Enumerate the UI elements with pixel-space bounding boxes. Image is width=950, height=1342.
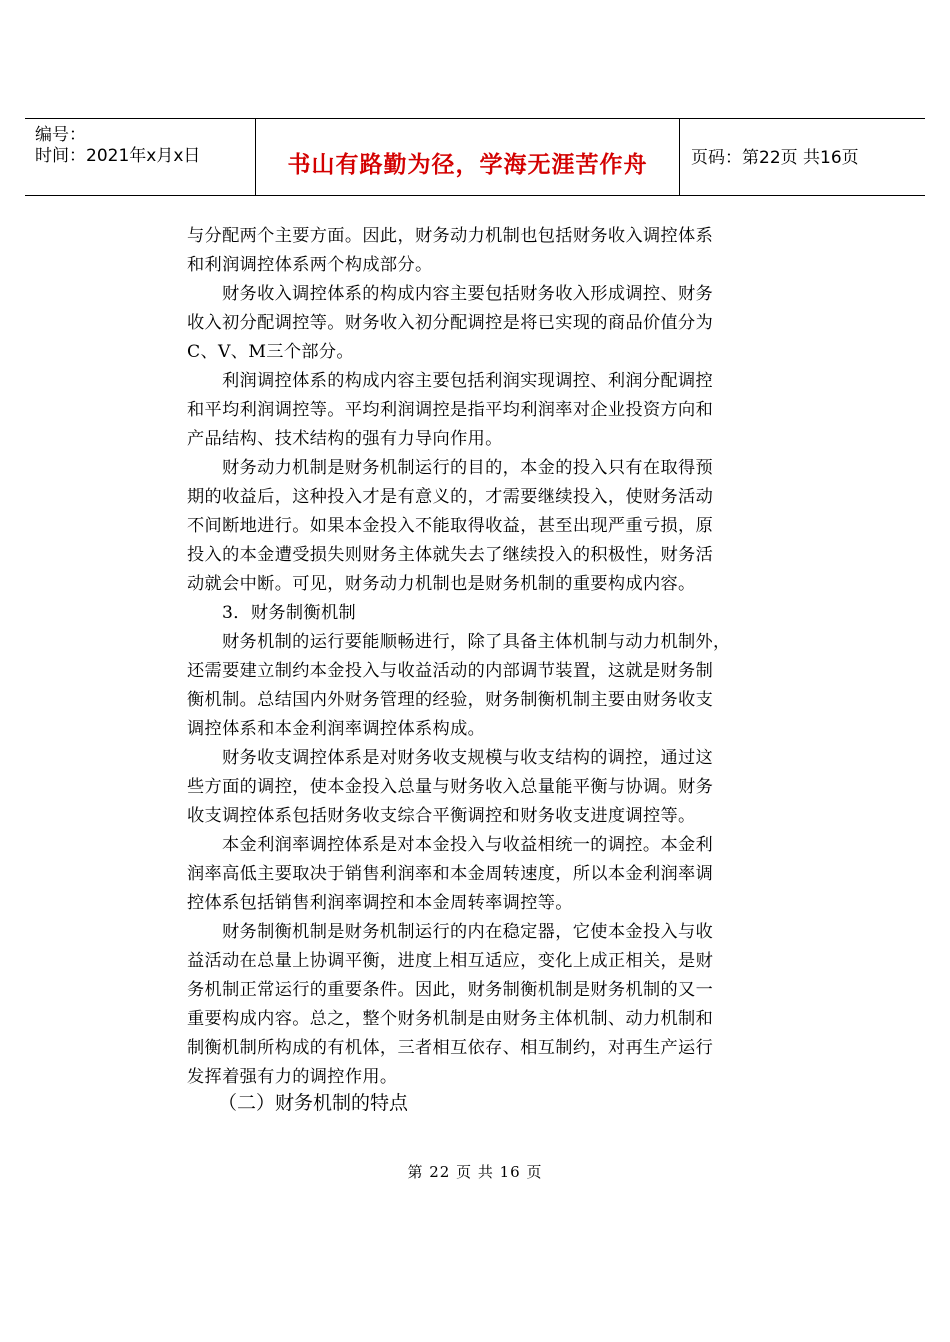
body-text-line: 财务动力机制是财务机制运行的目的，本金的投入只有在取得预 <box>222 458 714 478</box>
header-page-code: 页码：第22页 共16页 <box>691 148 859 168</box>
header-meta-cell <box>25 119 255 195</box>
body-text-line: 动就会中断。可见，财务动力机制也是财务机制的重要构成内容。 <box>187 574 696 594</box>
body-text-line: 调控体系和本金利润率调控体系构成。 <box>187 719 486 739</box>
body-text-line: 3．财务制衡机制 <box>222 603 357 623</box>
body-text-line: 不间断地进行。如果本金投入不能取得收益，甚至出现严重亏损，原 <box>187 516 714 536</box>
document-header <box>25 118 925 196</box>
header-page-cell <box>680 119 925 195</box>
body-text-line: 财务收入调控体系的构成内容主要包括财务收入形成调控、财务 <box>222 284 714 304</box>
header-motto-cell <box>255 119 680 195</box>
body-text-line: 和平均利润调控等。平均利润调控是指平均利润率对企业投资方向和 <box>187 400 714 420</box>
body-text-line: 务机制正常运行的重要条件。因此，财务制衡机制是财务机制的又一 <box>187 980 714 1000</box>
body-text-line: 益活动在总量上协调平衡，进度上相互适应，变化上成正相关，是财 <box>187 951 714 971</box>
page-footer: 第 22 页 共 16 页 <box>407 1163 543 1181</box>
body-text-line: 发挥着强有力的调控作用。 <box>187 1067 398 1087</box>
body-text-line: 制衡机制所构成的有机体，三者相互依存、相互制约，对再生产运行 <box>187 1038 714 1058</box>
body-text-line: 期的收益后，这种投入才是有意义的，才需要继续投入，使财务活动 <box>187 487 714 507</box>
body-text-line: 财务收支调控体系是对财务收支规模与收支结构的调控，通过这 <box>222 748 714 768</box>
section-heading: （二）财务机制的特点 <box>218 1092 409 1114</box>
body-text-line: 财务制衡机制是财务机制运行的内在稳定器，它使本金投入与收 <box>222 922 714 942</box>
document-time-label: 时间：2021年x月x日 <box>35 146 201 166</box>
body-text-line: 润率高低主要取决于销售利润率和本金周转速度，所以本金利润率调 <box>187 864 714 884</box>
body-text-line: 本金利润率调控体系是对本金投入与收益相统一的调控。本金利 <box>222 835 714 855</box>
header-motto: 书山有路勤为径，学海无涯苦作舟 <box>287 152 648 178</box>
body-text-line: 还需要建立制约本金投入与收益活动的内部调节装置，这就是财务制 <box>187 661 714 681</box>
body-text-line: 控体系包括销售利润率调控和本金周转率调控等。 <box>187 893 573 913</box>
document-number-label: 编号： <box>35 125 86 145</box>
body-text-line: 财务机制的运行要能顺畅进行，除了具备主体机制与动力机制外， <box>222 632 731 652</box>
document-body <box>187 222 777 1092</box>
body-text-line: 和利润调控体系两个构成部分。 <box>187 255 433 275</box>
body-text-line: 收支调控体系包括财务收支综合平衡调控和财务收支进度调控等。 <box>187 806 696 826</box>
body-text-line: 收入初分配调控等。财务收入初分配调控是将已实现的商品价值分为 <box>187 313 714 333</box>
body-text-line: 投入的本金遭受损失则财务主体就失去了继续投入的积极性，财务活 <box>187 545 714 565</box>
body-text-line: 些方面的调控，使本金投入总量与财务收入总量能平衡与协调。财务 <box>187 777 714 797</box>
body-text-line: 重要构成内容。总之，整个财务机制是由财务主体机制、动力机制和 <box>187 1009 714 1029</box>
body-text-line: 衡机制。总结国内外财务管理的经验，财务制衡机制主要由财务收支 <box>187 690 714 710</box>
body-text-line: 产品结构、技术结构的强有力导向作用。 <box>187 429 503 449</box>
body-text-line: 利润调控体系的构成内容主要包括利润实现调控、利润分配调控 <box>222 371 714 391</box>
body-text-line: C、V、M三个部分。 <box>187 342 354 362</box>
body-text-line: 与分配两个主要方面。因此，财务动力机制也包括财务收入调控体系 <box>187 226 714 246</box>
